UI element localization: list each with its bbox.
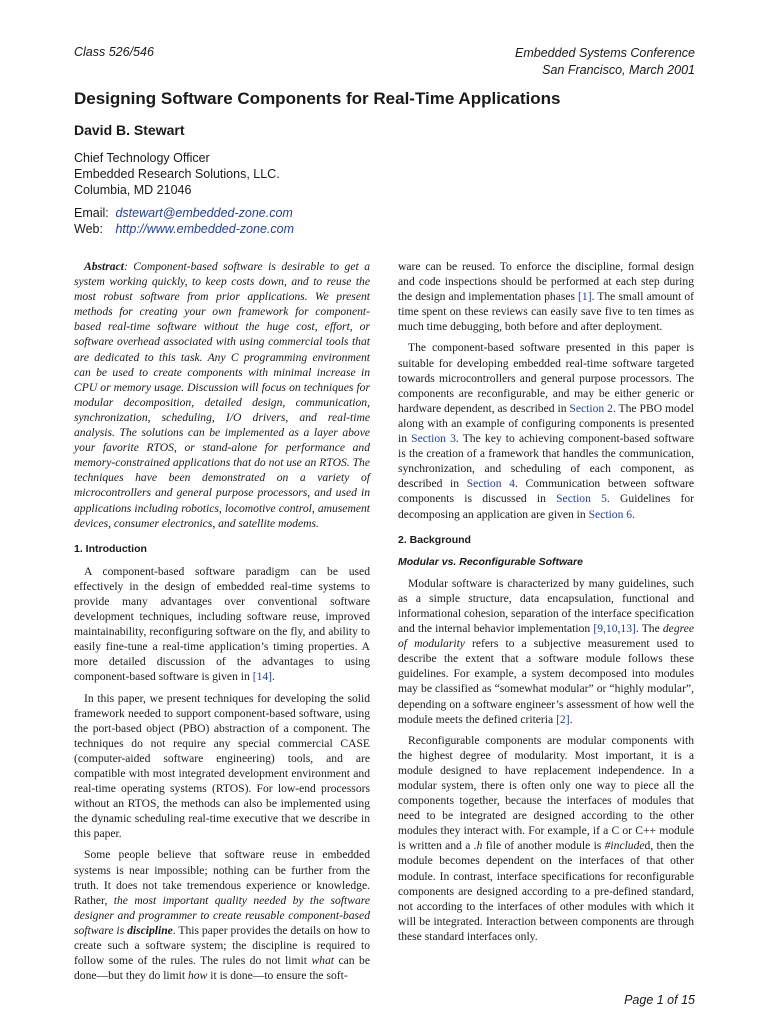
emphasis-how: how (188, 969, 208, 983)
web-row (74, 221, 294, 237)
text-run: . Guidelines for decomposing an application are given in (398, 492, 694, 521)
emphasis-degree-of-modularity: degree of modularity (398, 622, 694, 651)
citation-link[interactable]: [9,10,13] (593, 622, 636, 636)
background-paragraph-1 (398, 576, 694, 727)
right-column (398, 259, 694, 950)
section-5-link[interactable]: Section 5 (556, 492, 607, 506)
author-name: David B. Stewart (74, 122, 185, 138)
text-run: . (272, 670, 275, 684)
intro-paragraph-4 (398, 340, 694, 521)
section-3-link[interactable]: Section 3 (411, 432, 456, 446)
text-run: . (569, 712, 573, 726)
text-run: . Communication between software components is discussed in (398, 477, 694, 506)
page-number: Page 1 of 15 (624, 993, 695, 1007)
text-run: can be done—but they do limit (74, 954, 370, 983)
emphasis-discipline: discipline (127, 923, 173, 937)
citation-link[interactable]: [2] (556, 712, 570, 726)
section-4-link[interactable]: Section 4 (466, 477, 515, 491)
section-6-link[interactable]: Section 6 (588, 507, 633, 521)
text-run: . (632, 507, 635, 521)
text-run: refers to a subjective measurement used to describe the extent that a software module follows these guidelines. For example, a system decomposed into modules may be classified as “somewhat modular” or “highly modular”, depending on a software engineer’s assessment of how well the module meets the defined criteria (398, 637, 694, 726)
header-location-date: San Francisco, March 2001 (542, 63, 695, 77)
web-link[interactable]: http://www.embedded-zone.com (115, 222, 295, 236)
left-column (74, 259, 370, 989)
intro-paragraph-3 (74, 847, 370, 983)
text-run: Some people believe that software reuse in embedded systems is near impossible; nothing can be further from the truth. It does not take tremendous experience or knowledge. Rather, (74, 848, 370, 907)
email-label: Email: (74, 206, 109, 220)
citation-link[interactable]: [14] (252, 670, 273, 684)
text-run: . The (635, 622, 663, 636)
web-label: Web: (74, 222, 103, 236)
text-run: it is done—to ensure the soft- (207, 969, 348, 983)
text-run: . The key to achieving component-based software is the creation of a framework that handles the communication, synchronization, and scheduling of each component, as described in (398, 432, 694, 491)
text-run: file of another module is (482, 839, 605, 853)
text-run: Reconfigurable components are modular components with the highest degree of modularity. Most important, it is a module designed to have replacement independence. In a modular system, there is often only one way to piece all the components together, because the interfaces of modules that need to be integrated are designed according to the other modules they interact with. For example, if a C or C++ module is written and a (398, 733, 694, 853)
affiliation-address: Columbia, MD 21046 (74, 183, 192, 197)
paper-title: Designing Software Components for Real-Time Applications (74, 89, 561, 108)
author-contact (74, 205, 294, 237)
emphasis-text: the most important quality needed by the software designer and programmer to create reusable component-based software is (74, 893, 370, 937)
background-paragraph-2 (398, 733, 694, 944)
text-run: The component-based software presented in this paper is suitable for developing embedded real-time software targeted towards microcontrollers and general purpose processors. The components are reconfigurable, and may be either generic or hardware dependent, as described in (398, 341, 694, 415)
author-affiliation (74, 150, 280, 198)
emphasis-include: #include (604, 839, 645, 853)
text-run: ware can be reused. To enforce the discipline, formal design and code inspections should be performed at each step during the design and implementation phases (398, 260, 694, 304)
text-run: d, then the module becomes dependent on the interfaces of that other module. In contrast, interface specifications for reconfigurable components are designed according to a pre-defined standard, not according to the interfaces of other modules with which it will be integrated. Interaction between components are through these standard interfaces only. (398, 839, 694, 943)
intro-paragraph-1 (74, 564, 370, 685)
header-conference-info (515, 45, 695, 79)
email-link[interactable]: dstewart@embedded-zone.com (115, 206, 293, 220)
text-run: Modular software is characterized by many guidelines, such as a simple structure, data encapsulation, functional and informational cohesion, separation of the interface specification and the internal behavior implementation (398, 576, 694, 636)
intro-paragraph-3-continued (398, 259, 694, 334)
text-run: . The PBO model along with an example of configuring components is presented in (398, 401, 694, 446)
section-2-link[interactable]: Section 2 (569, 401, 613, 415)
text-run: . This paper provides the details on how to create such a software system; the discipline is required to follow some of the rules. The rules do not limit (74, 923, 371, 968)
affiliation-company: Embedded Research Solutions, LLC. (74, 167, 280, 181)
abstract-paragraph (74, 259, 370, 531)
email-row (74, 205, 294, 221)
text-run: . The small amount of time spent on these reviews can easily save five to ten times as much time debugging, both before and after deployment. (398, 290, 694, 334)
header-class-label: Class 526/546 (74, 45, 154, 59)
abstract-text: : Component-based software is desirable to get a system working quickly, to keep costs down, and to reuse the most robust software from prior applications. We present methods for creating your own framework for component-based real-time software without the huge cost, effort, or software overhead associated with using commercial tools that are dedicated to this task. Any C programming environment can be used to create components with minimal increase in CPU or memory usage. Discussion will focus on techniques for modular decomposition, detailed design, communication, synchronization, scheduling, I/O drivers, and real-time analysis. The solutions can be implemented as a layer above your favorite RTOS, or stand-alone for performance and memory-constrained applications that do not use an RTOS. The techniques have been demonstrated on a variety of microcontrollers and general purpose processors, and used in applications including robotics, locomotive control, amusement devices, consumer electronics, and satellite modems. (74, 260, 370, 530)
emphasis-h-file: .h (473, 839, 483, 853)
citation-link[interactable]: [1] (578, 290, 592, 304)
text-run: A component-based software paradigm can be used effectively in the design of embedded real-time systems to provide many advantages over conventional software development techniques, including software reuse, improved maintainability, reconfiguring software on the fly, and ability to easily fine-tune a real-time application’s timing properties. A more detailed discussion of the advantages to using component-based software is given in (74, 564, 370, 684)
intro-paragraph-2: In this paper, we present techniques for developing the solid framework needed to support component-based software, using the port-based object (PBO) abstraction of a component. The techniques do not require any special commercial CASE (computer-aided software engineering) tools, and are compatible with most integrated development environment and real-time operating systems (RTOS). For low-end processors without an RTOS, the methods can also be implemented using the dynamic scheduling real-time executive that we describe in this paper. (74, 691, 370, 841)
section-heading-background: 2. Background (398, 533, 471, 546)
subsection-heading-modular: Modular vs. Reconfigurable Software (398, 555, 583, 568)
header-conference: Embedded Systems Conference (515, 46, 695, 60)
section-heading-introduction: 1. Introduction (74, 542, 147, 555)
affiliation-role: Chief Technology Officer (74, 151, 210, 165)
emphasis-what: what (311, 954, 334, 968)
abstract-label: Abstract (84, 260, 124, 273)
